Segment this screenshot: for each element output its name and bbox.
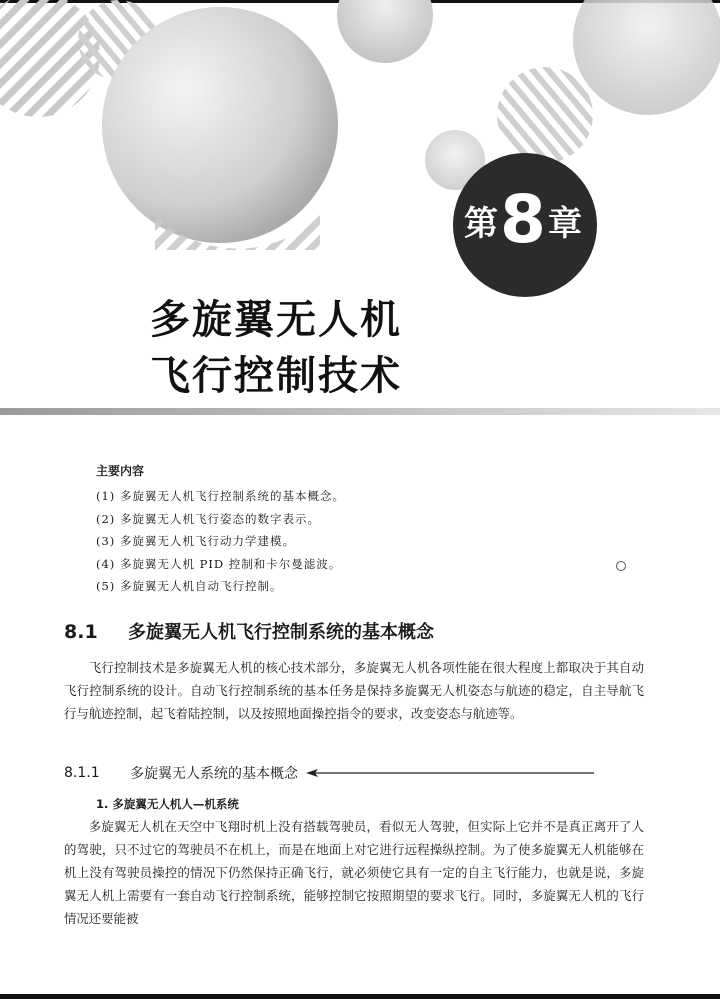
body-paragraph [64,815,644,930]
section-heading [64,618,664,644]
subsection-number: 8.1.1 [64,765,100,781]
paragraph-text: 多旋翼无人机在天空中飞翔时机上没有搭载驾驶员，看似无人驾驶，但实际上它并不是真正离开了人的驾驶，只不过它的驾驶员不在机上，而是在地面上对它进行远程操纵控制。为了使多旋翼无人机能够在机上没有驾驶员操控的情况下仍然保持正确飞行，就必须使它具有一定的自主飞行能力，也就是说，多旋翼无人机上需要有一套自动飞行控制系统，能够控制它按照期望的要求飞行。同时，多旋翼无人机的飞行情况还要能被 [64,819,644,926]
contents-heading: 主要内容 [96,464,145,478]
section-number: 8.1 [64,621,98,643]
section-title: 多旋翼无人机飞行控制系统的基本概念 [128,622,434,643]
chapter-title [150,292,470,404]
circle-marker-icon [616,561,626,571]
chapter-title-line: 多旋翼无人机 [150,296,402,343]
paragraph-text: 飞行控制技术是多旋翼无人机的核心技术部分，多旋翼无人机各项性能在很大程度上都取决于其自动飞行控制系统的设计。自动飞行控制系统的基本任务是保持多旋翼无人机姿态与航迹的稳定，自主导航飞行与航迹控制，起飞着陆控制，以及按照地面操控指令的要求，改变姿态与航迹等。 [64,660,644,721]
contents-item: (5) 多旋翼无人机自动飞行控制。 [96,579,283,593]
contents-item: (4) 多旋翼无人机 PID 控制和卡尔曼滤波。 [96,556,342,571]
bottom-border [0,994,720,999]
subsection-title: 多旋翼无人系统的基本概念 [130,766,298,782]
chapter-title-line: 飞行控制技术 [150,352,402,399]
subsection-heading [64,763,664,783]
arrow-left-icon [306,768,594,778]
main-contents [96,462,616,598]
subsubsection-heading: 1. 多旋翼无人机人—机系统 [96,797,239,811]
contents-item: (2) 多旋翼无人机飞行姿态的数字表示。 [96,511,320,526]
section-intro-paragraph [64,656,644,725]
chapter-number-badge [448,150,598,290]
contents-item: (1) 多旋翼无人机飞行控制系统的基本概念。 [96,489,345,503]
chapter-number: 8 [500,181,546,258]
chapter-prefix: 第 [464,203,499,244]
contents-item: (3) 多旋翼无人机飞行动力学建模。 [96,534,295,548]
chapter-suffix: 章 [547,203,582,244]
